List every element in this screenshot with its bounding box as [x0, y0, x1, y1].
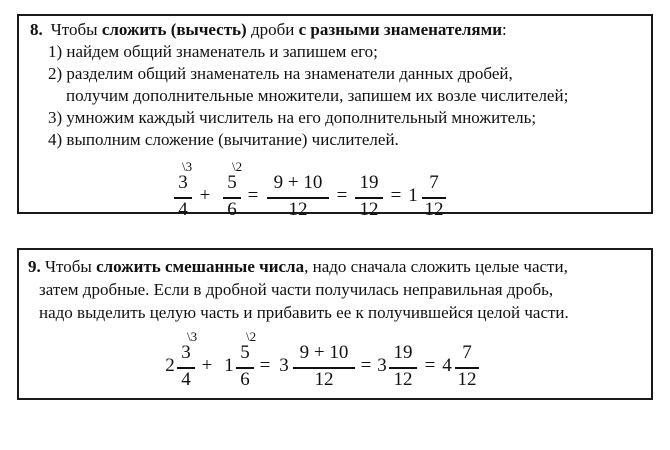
equals-sign-1: =: [247, 185, 259, 206]
fraction-3-numerator: 9 + 10: [273, 172, 323, 193]
mixed-2-numerator: 5: [240, 342, 250, 363]
plus-sign: +: [201, 355, 213, 376]
rule-8-box: [17, 14, 653, 220]
mixed-3-numerator: 9 + 10: [299, 342, 349, 363]
fraction-2-denominator: 6: [227, 199, 237, 220]
equals-sign-2: =: [360, 355, 372, 376]
mixed-5-denominator: 12: [457, 369, 477, 390]
mixed-5-numerator: 7: [462, 342, 472, 363]
mixed-2-denominator: 6: [240, 369, 250, 390]
fraction-1-numerator: 3: [178, 172, 188, 193]
mixed-2-whole: 1: [224, 355, 234, 376]
fraction-2-numerator: 5: [227, 172, 237, 193]
mixed-5-whole: 4: [442, 355, 452, 376]
rule-9-intro: 9. Чтобы сложить смешанные числа, надо сначала сложить целые части,: [28, 257, 568, 276]
rule-8-example-formula: [19, 16, 655, 220]
rule-9-line-2: затем дробные. Если в дробной части получилась неправильная дробь,: [39, 280, 554, 299]
plus-sign: +: [199, 185, 211, 206]
fraction-4-denominator: 12: [359, 199, 379, 220]
mixed-1-numerator: 3: [181, 342, 191, 363]
mixed-1-whole: 2: [165, 355, 175, 376]
mixed-numerator: 7: [429, 172, 439, 193]
mixed-denominator: 12: [424, 199, 444, 220]
fraction-1-denominator: 4: [178, 199, 188, 220]
rule-9-box: [17, 248, 653, 400]
rule-9-number: 9.: [28, 257, 41, 276]
mixed-4-whole: 3: [377, 355, 387, 376]
multiplier-2: \2: [232, 159, 243, 174]
rule-8-step-2: 2) разделим общий знаменатель на знаменатели данных дробей,: [48, 64, 513, 83]
multiplier-2: \2: [246, 329, 257, 344]
fraction-3-denominator: 12: [288, 199, 308, 220]
multiplier-3: \3: [182, 159, 193, 174]
rule-8-number: 8.: [30, 20, 43, 39]
equals-sign-1: =: [259, 355, 271, 376]
mixed-3-denominator: 12: [314, 369, 334, 390]
rule-8-intro: 8. Чтобы сложить (вычесть) дроби с разными знаменателями:: [30, 20, 507, 39]
mixed-4-numerator: 19: [393, 342, 413, 363]
rule-8-step-2-cont: получим дополнительные множители, запишем их возле числителей;: [66, 86, 569, 105]
mixed-4-denominator: 12: [393, 369, 413, 390]
rule-8-step-4: 4) выполним сложение (вычитание) числителей.: [48, 130, 399, 149]
equals-sign-2: =: [336, 185, 348, 206]
equals-sign-3: =: [390, 185, 402, 206]
fraction-4-numerator: 19: [359, 172, 379, 193]
equals-sign-3: =: [424, 355, 436, 376]
rule-8-step-3: 3) умножим каждый числитель на его дополнительный множитель;: [48, 108, 537, 127]
mixed-3-whole: 3: [279, 355, 289, 376]
rule-9-line-3: надо выделить целую часть и прибавить ее к получившейся целой части.: [39, 303, 569, 322]
mixed-whole-part: 1: [408, 185, 418, 206]
mixed-1-denominator: 4: [181, 369, 191, 390]
multiplier-3: \3: [187, 329, 198, 344]
rule-9-example-formula: [19, 250, 655, 450]
rule-8-step-1: 1) найдем общий знаменатель и запишем его;: [48, 42, 378, 61]
